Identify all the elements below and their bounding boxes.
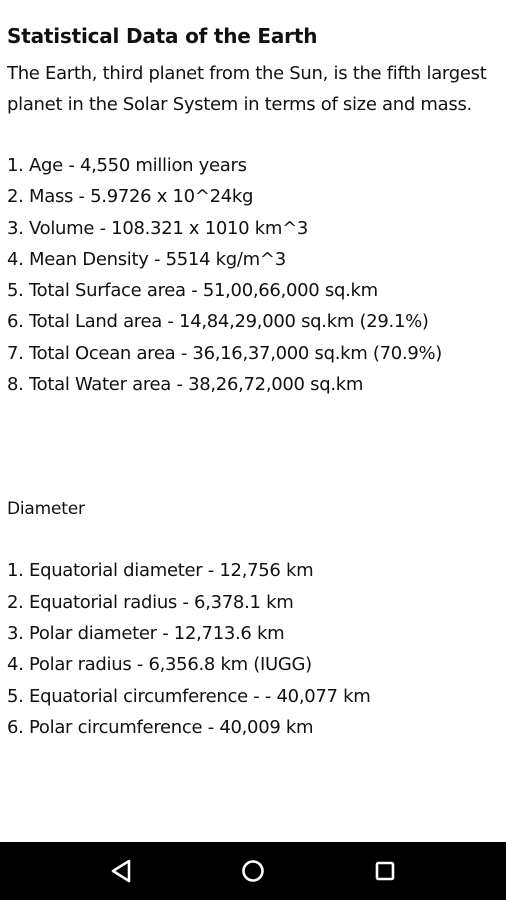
stat-item: 3. Volume - 108.321 x 1010 km^3 [7, 217, 309, 239]
intro-paragraph: The Earth, third planet from the Sun, is the fifth largest planet in the Solar System in terms of size and mass. [7, 63, 487, 115]
page-title: Statistical Data of the Earth [7, 24, 318, 48]
stats-list [7, 150, 498, 400]
diameter-item: 3. Polar diameter - 12,713.6 km [7, 622, 285, 644]
back-button[interactable] [97, 847, 145, 895]
back-icon [110, 859, 132, 883]
recents-icon [375, 861, 395, 881]
stat-item: 1. Age - 4,550 million years [7, 155, 247, 176]
stat-item: 2. Mass - 5.9726 x 10^24kg [7, 186, 254, 208]
stat-item: 8. Total Water area - 38,26,72,000 sq.km [7, 374, 364, 396]
diameter-item: 4. Polar radius - 6,356.8 km (IUGG) [7, 654, 312, 676]
diameter-item: 5. Equatorial circumference - - 40,077 km [7, 685, 371, 707]
stat-item: 7. Total Ocean area - 36,16,37,000 sq.km (70.9%) [7, 342, 443, 364]
navigation-bar [0, 842, 506, 900]
home-button[interactable] [229, 847, 277, 895]
diameter-item: 1. Equatorial diameter - 12,756 km [7, 560, 314, 582]
home-icon [241, 859, 265, 883]
diameter-item: 2. Equatorial radius - 6,378.1 km [7, 591, 294, 613]
stat-item: 4. Mean Density - 5514 kg/m^3 [7, 248, 286, 270]
diameter-list [7, 555, 498, 743]
stat-item: 6. Total Land area - 14,84,29,000 sq.km (29.1%) [7, 311, 429, 333]
stat-item: 5. Total Surface area - 51,00,66,000 sq.km [7, 280, 378, 302]
recents-button[interactable] [361, 847, 409, 895]
diameter-heading: Diameter [7, 499, 85, 520]
diameter-item: 6. Polar circumference - 40,009 km [7, 716, 314, 738]
